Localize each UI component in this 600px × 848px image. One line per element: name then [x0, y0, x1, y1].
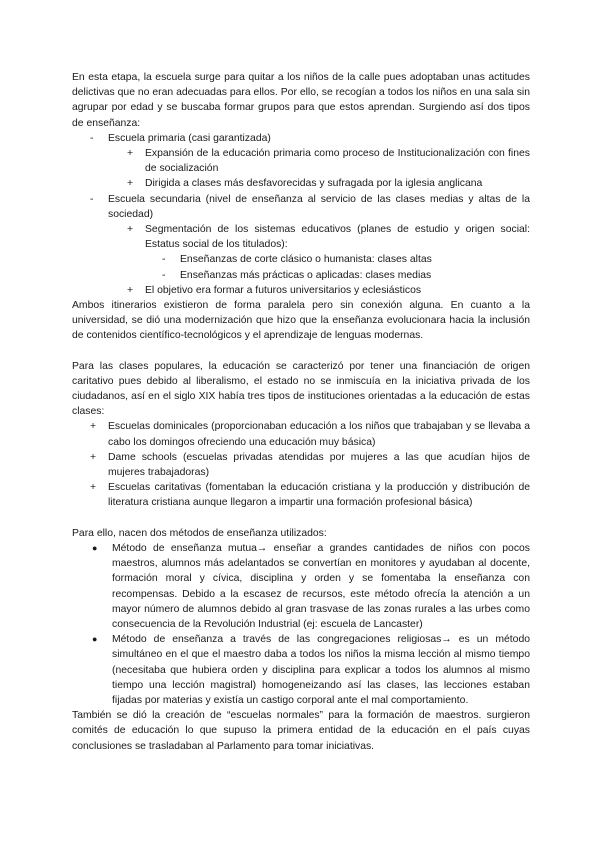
document-body: [72, 70, 530, 754]
list-item-text: Escuela primaria (casi garantizada): [108, 132, 271, 144]
paragraph-metodos: Para ello, nacen dos métodos de enseñanza utilizados:: [72, 527, 327, 539]
list-item-institution: [72, 419, 530, 449]
paragraph-intro: En esta etapa, la escuela surge para quitar a los niños de la calle pues adoptaban unas actitudes delictivas que no eran adecuadas para ellos. Por ello, se recogían a todos los niños en una sala sin agrupar por edad y se buscaba formar grupos para que estos aprendan. Surgiendo así dos tipos de enseñanza:: [72, 72, 530, 129]
list-item-text: Método de enseñanza a través de las congregaciones religiosas→ es un método simultáneo en el que el maestro daba a todos los niños la misma lección al mismo tiempo (necesitaba que hubiera orden y disciplina para explicar a todos los alumnos al mismo tiempo una lección magistral) homogeneizando así las clases, las lecciones estaban fijadas por materias y existía un castigo corporal ante el mal comportamiento.: [112, 634, 530, 706]
list-item-text: Expansión de la educación primaria como proceso de Institucionalización con fines de socialización: [145, 148, 530, 175]
plus-marker: +: [127, 284, 134, 296]
dash-marker: -: [90, 132, 94, 144]
list-item-method: [72, 541, 530, 632]
dash-marker: -: [162, 254, 166, 266]
list-item-text: Método de enseñanza mutua→ enseñar a grandes cantidades de niños con pocos maestros, alumnos más adelantados se convertían en monitores y ayudaban al docente, formación moral y cívica, disciplina y orden y se fomentaba la enseñanza con recompensas. Debido a la escasez de recursos, este método ofrecía la atención a un mayor número de alumnos debido al gran trasvase de las zonas rurales a las urbes como consecuencia de la Revolución Industrial (ej: escuela de Lancaster): [112, 542, 530, 630]
sub-list-item: [72, 283, 530, 298]
sub-sub-list-item: [72, 268, 530, 283]
list-item-primaria: [72, 131, 530, 146]
plus-marker: +: [90, 451, 97, 463]
sub-list-item: [72, 222, 530, 252]
list-item-text: Dirigida a clases más desfavorecidas y sufragada por la iglesia anglicana: [145, 178, 483, 190]
sub-list-item: [72, 146, 530, 176]
list-item-text: Enseñanzas de corte clásico o humanista: clases altas: [180, 254, 432, 266]
list-item-text: El objetivo era formar a futuros universitarios y eclesiásticos: [145, 284, 422, 296]
bullet-marker: ●: [92, 634, 98, 645]
list-item-text: Escuela secundaria (nivel de enseñanza al servicio de las clases medias y altas de la sociedad): [108, 193, 530, 220]
paragraph-spacer: [72, 511, 530, 526]
list-item-institution: [72, 480, 530, 510]
plus-marker: +: [127, 224, 134, 236]
plus-marker: +: [127, 178, 134, 190]
sub-sub-list-item: [72, 252, 530, 267]
list-item-text: Segmentación de los sistemas educativos (planes de estudio y origen social: Estatus social de los titulados):: [145, 224, 530, 251]
list-item-text: Enseñanzas más prácticas o aplicadas: clases medias: [180, 269, 432, 281]
list-item-institution: [72, 450, 530, 480]
paragraph-spacer: [72, 344, 530, 359]
dash-marker: -: [162, 269, 166, 281]
plus-marker: +: [90, 421, 97, 433]
paragraph-clases-populares: Para las clases populares, la educación se caracterizó por tener una financiación de origen caritativo pues debido al liberalismo, el estado no se inmiscuía en la iniciativa privada de los ciudadanos, así en el siglo XIX había tres tipos de instituciones orientadas a la educación de estas clases:: [72, 360, 530, 418]
bullet-marker: ●: [92, 542, 98, 553]
list-item-text: Escuelas dominicales (proporcionaban educación a los niños que trabajaban y se llevaba a cabo los domingos ofreciendo una educación muy básica): [108, 421, 530, 448]
list-item-text: Dame schools (escuelas privadas atendidas por mujeres a las que acudían hijos de mujeres trabajadoras): [108, 451, 530, 479]
list-item-secundaria: [72, 192, 530, 222]
plus-marker: +: [90, 482, 97, 494]
dash-marker: -: [90, 193, 94, 205]
plus-marker: +: [127, 148, 134, 160]
paragraph-itinerarios: Ambos itinerarios existieron de forma paralela pero sin conexión alguna. En cuanto a la universidad, se dió una modernización que hizo que la enseñanza evolucionara hacia la inclusión de contenidos científico-tecnológicos y el aprendizaje de lenguas modernas.: [72, 300, 530, 342]
paragraph-escuelas-normales: También se dió la creación de “escuelas normales” para la formación de maestros. surgieron comités de educación lo que supuso la primera entidad de la educación en el país cuyas conclusiones se trasladaban al Parlamento para tomar iniciativas.: [72, 710, 530, 752]
list-item-text: Escuelas caritativas (fomentaban la educación cristiana y la producción y distribución de literatura cristiana aunque llegaron a impartir una formación profesional básica): [108, 482, 530, 509]
list-item-method: [72, 632, 530, 708]
sub-list-item: [72, 176, 530, 191]
